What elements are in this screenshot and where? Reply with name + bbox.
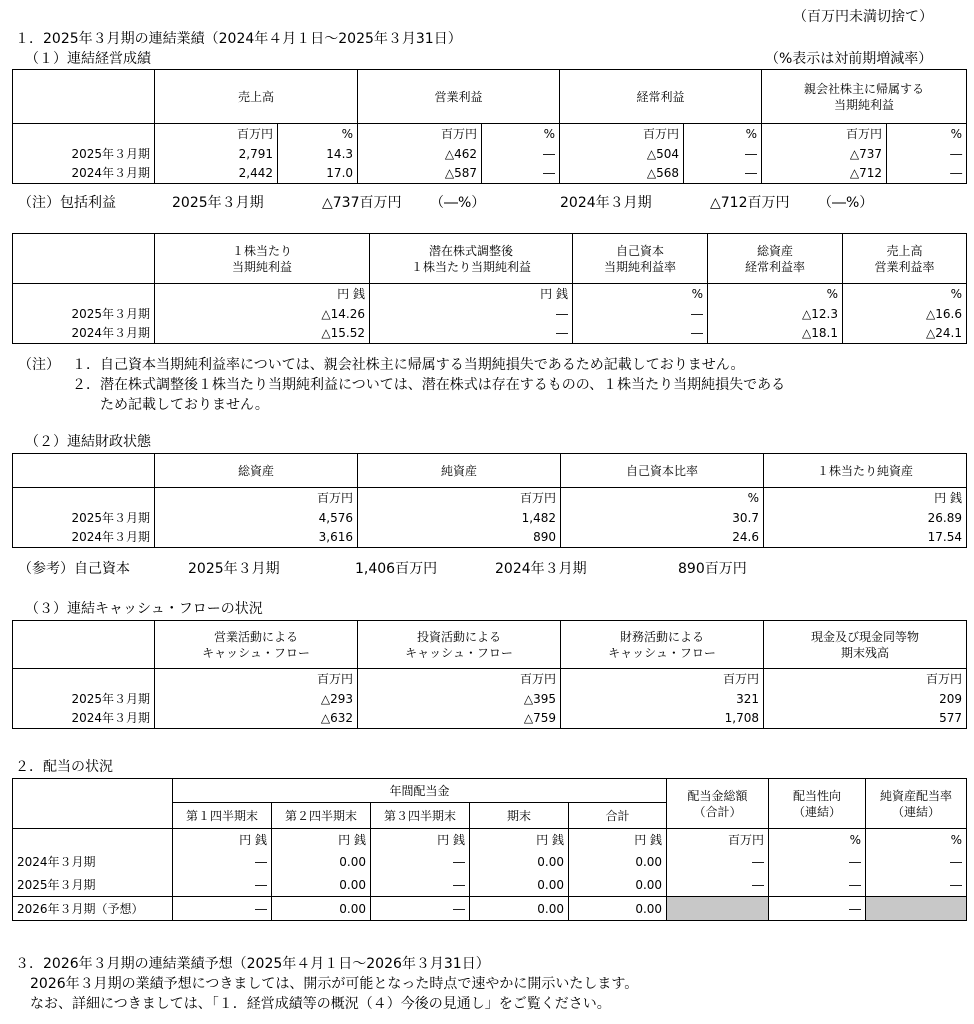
unit-cell: 円 銭 (173, 829, 272, 851)
value-cell: 14.3 (278, 144, 358, 164)
value-cell: 24.6 (561, 528, 764, 548)
row-label: 2024年３月期 (13, 851, 173, 874)
row-label: 2024年３月期 (13, 164, 155, 184)
header-operating-income: 営業利益 (358, 70, 560, 124)
header-q3: 第３四半期末 (371, 803, 470, 829)
table-row (13, 897, 967, 921)
row-label: 2025年３月期 (13, 304, 155, 324)
section-1-2-title: （２）連結財政状態 (25, 434, 151, 450)
unit-cell: % (708, 284, 843, 304)
value-cell: △12.3 (708, 304, 843, 324)
comp-income-2025-label: 2025年３月期 (172, 195, 264, 211)
value-cell: 209 (764, 689, 967, 709)
header-line: 潜在株式調整後 (428, 243, 513, 258)
header-line: 現金及び現金同等物 (810, 629, 919, 644)
header-q1: 第１四半期末 (173, 803, 272, 829)
header-operating-cf (155, 621, 358, 669)
forecast-line-1: 2026年３月期の業績予想につきましては、開示が可能となった時点で速やかに開示いたします。 (30, 976, 639, 992)
header-line: 営業活動による (213, 629, 298, 644)
comp-income-2024-value: △712百万円 (710, 195, 790, 211)
row-label: 2025年３月期 (13, 508, 155, 528)
notes-prefix: （注） (18, 357, 60, 373)
header-payout-ratio (769, 779, 866, 829)
rate-note: （%表示は対前期増減率） (765, 51, 933, 67)
value-cell: △504 (560, 144, 684, 164)
table-row (13, 709, 967, 729)
row-label: 2025年３月期 (13, 689, 155, 709)
section-3-title: ３．2026年３月期の連結業績予想（2025年４月１日～2026年３月31日） (15, 956, 490, 972)
header-financing-cf (561, 621, 764, 669)
value-cell: ― (482, 144, 560, 164)
comp-income-2024-pct: （―%） (818, 195, 874, 211)
value-cell: 2,791 (155, 144, 278, 164)
header-line: 自己資本 (615, 243, 664, 258)
shaded-cell (667, 897, 769, 921)
header-total: 合計 (569, 803, 667, 829)
section-1-1-title: （１）連結経営成績 (25, 51, 151, 67)
value-cell: 0.00 (470, 897, 569, 921)
value-cell: ― (370, 324, 573, 344)
header-line: 財務活動による (619, 629, 704, 644)
equity-ref-2024-label: 2024年３月期 (495, 561, 587, 577)
value-cell: △712 (762, 164, 887, 184)
header-investing-cf (358, 621, 561, 669)
value-cell: 1,482 (358, 508, 561, 528)
header-line: １株当たり (231, 243, 292, 258)
row-label: 2025年３月期 (13, 144, 155, 164)
value-cell: △632 (155, 709, 358, 729)
section-1-title: １．2025年３月期の連結業績（2024年４月１日～2025年３月31日） (15, 31, 462, 47)
value-cell: 4,576 (155, 508, 358, 528)
unit-cell: 円 銭 (155, 284, 370, 304)
table-row (13, 144, 967, 164)
value-cell: △24.1 (843, 324, 967, 344)
unit-cell: % (278, 124, 358, 144)
unit-cell: 円 銭 (272, 829, 371, 851)
header-line: 当期純利益率 (603, 259, 676, 274)
value-cell: 0.00 (569, 851, 667, 874)
header-annual-dividend: 年間配当金 (173, 779, 667, 803)
row-label: 2024年３月期 (13, 324, 155, 344)
row-label: 2024年３月期 (13, 709, 155, 729)
unit-cell: 百万円 (155, 488, 358, 508)
value-cell: ― (769, 851, 866, 874)
value-cell: △293 (155, 689, 358, 709)
value-cell: ― (769, 874, 866, 897)
financial-position-table (12, 453, 967, 548)
value-cell: ― (173, 897, 272, 921)
value-cell: 0.00 (470, 874, 569, 897)
value-cell: ― (371, 851, 470, 874)
section-1-3-title: （３）連結キャッシュ・フローの状況 (25, 601, 263, 617)
unit-cell: 百万円 (561, 669, 764, 689)
table-row (13, 689, 967, 709)
value-cell: 17.0 (278, 164, 358, 184)
equity-ref-label: （参考）自己資本 (18, 561, 130, 577)
value-cell: 0.00 (272, 851, 371, 874)
value-cell: ― (887, 144, 967, 164)
value-cell: 26.89 (764, 508, 967, 528)
header-ordinary-income: 経常利益 (560, 70, 762, 124)
unit-cell: % (482, 124, 560, 144)
table-row (13, 874, 967, 897)
value-cell: 17.54 (764, 528, 967, 548)
header-line: キャッシュ・フロー (608, 645, 716, 660)
value-cell: ― (684, 144, 762, 164)
table-row (13, 304, 967, 324)
value-cell: 890 (358, 528, 561, 548)
header-line: 経常利益率 (744, 259, 805, 274)
value-cell: ― (173, 851, 272, 874)
header-sales: 売上高 (155, 70, 358, 124)
value-cell: ― (667, 874, 769, 897)
header-roa (708, 234, 843, 284)
comp-income-2025-value: △737百万円 (322, 195, 402, 211)
header-line: 純資産配当率 (880, 788, 953, 803)
unit-cell: 百万円 (764, 669, 967, 689)
value-cell: △18.1 (708, 324, 843, 344)
header-net-income (762, 70, 967, 124)
unit-cell: % (769, 829, 866, 851)
value-cell: 321 (561, 689, 764, 709)
unit-cell: 円 銭 (371, 829, 470, 851)
header-net-income-line1: 親会社株主に帰属する (804, 81, 925, 96)
unit-cell: 円 銭 (470, 829, 569, 851)
unit-cell: % (887, 124, 967, 144)
header-total-dividend (667, 779, 769, 829)
header-line: 投資活動による (416, 629, 501, 644)
header-corner (13, 70, 155, 124)
header-net-assets: 純資産 (358, 454, 561, 488)
equity-ref-2025-value: 1,406百万円 (355, 561, 438, 577)
header-eps (155, 234, 370, 284)
unit-cell: 百万円 (762, 124, 887, 144)
table-row (13, 324, 967, 344)
value-cell: ― (573, 324, 708, 344)
value-cell: ― (866, 874, 967, 897)
shaded-cell (866, 897, 967, 921)
cash-flow-table (12, 620, 967, 729)
value-cell: △737 (762, 144, 887, 164)
header-line: 当期純利益 (231, 259, 292, 274)
forecast-line-2: なお、詳細につきましては、「１．経営成績等の概況（４）今後の見通し」をご覧ください。 (30, 996, 611, 1012)
header-roe (573, 234, 708, 284)
header-diluted-eps (370, 234, 573, 284)
header-year-end: 期末 (470, 803, 569, 829)
header-line: 売上高 (886, 243, 923, 258)
comp-income-2025-pct: （―%） (430, 195, 486, 211)
value-cell: 0.00 (470, 851, 569, 874)
value-cell: △759 (358, 709, 561, 729)
row-label: 2025年３月期 (13, 874, 173, 897)
unit-cell: % (561, 488, 764, 508)
table-row (13, 164, 967, 184)
header-line: 配当性向 (793, 788, 842, 803)
note-1: １．自己資本当期純利益率については、親会社株主に帰属する当期純損失であるため記載しておりません。 (72, 357, 745, 373)
value-cell: △15.52 (155, 324, 370, 344)
value-cell: 0.00 (272, 897, 371, 921)
value-cell: △395 (358, 689, 561, 709)
unit-cell: 円 銭 (569, 829, 667, 851)
value-cell: △568 (560, 164, 684, 184)
unit-cell: 百万円 (358, 488, 561, 508)
table-row (13, 851, 967, 874)
header-line: 総資産 (756, 243, 793, 258)
value-cell: ― (482, 164, 560, 184)
unit-cell: % (684, 124, 762, 144)
unit-cell: 円 銭 (764, 488, 967, 508)
value-cell: ― (866, 851, 967, 874)
unit-cell: 百万円 (560, 124, 684, 144)
unit-cell: % (843, 284, 967, 304)
value-cell: ― (371, 897, 470, 921)
header-operating-margin (843, 234, 967, 284)
value-cell: △14.26 (155, 304, 370, 324)
value-cell: ― (667, 851, 769, 874)
header-bps: １株当たり純資産 (764, 454, 967, 488)
value-cell: ― (887, 164, 967, 184)
unit-cell: % (866, 829, 967, 851)
comp-income-2024-label: 2024年３月期 (560, 195, 652, 211)
value-cell: 30.7 (561, 508, 764, 528)
header-equity-ratio: 自己資本比率 (561, 454, 764, 488)
operating-results-table (12, 69, 967, 184)
header-doe (866, 779, 967, 829)
value-cell: ― (173, 874, 272, 897)
table-row (13, 508, 967, 528)
equity-ref-2024-value: 890百万円 (678, 561, 747, 577)
unit-cell: 百万円 (358, 124, 482, 144)
value-cell: ― (371, 874, 470, 897)
header-net-income-line2: 当期純利益 (834, 97, 895, 112)
header-line: 配当金総額 (687, 788, 748, 803)
unit-cell: % (573, 284, 708, 304)
unit-cell: 百万円 (667, 829, 769, 851)
header-line: キャッシュ・フロー (405, 645, 513, 660)
header-q2: 第２四半期末 (272, 803, 371, 829)
note-2-cont: ため記載しておりません。 (100, 397, 269, 413)
value-cell: 577 (764, 709, 967, 729)
value-cell: ― (684, 164, 762, 184)
value-cell: △16.6 (843, 304, 967, 324)
table-row (13, 528, 967, 548)
value-cell: △587 (358, 164, 482, 184)
section-2-title: ２．配当の状況 (15, 759, 113, 775)
unit-cell: 百万円 (155, 124, 278, 144)
row-label: 2026年３月期（予想） (13, 897, 173, 921)
dividend-table (12, 778, 967, 921)
header-line: １株当たり当期純利益 (410, 259, 531, 274)
header-line: 期末残高 (840, 645, 889, 660)
header-total-assets: 総資産 (155, 454, 358, 488)
header-line: 営業利益率 (874, 259, 935, 274)
value-cell: ― (573, 304, 708, 324)
header-line: （合計） (693, 804, 742, 819)
equity-ref-2025-label: 2025年３月期 (188, 561, 280, 577)
unit-cell: 百万円 (155, 669, 358, 689)
row-label: 2024年３月期 (13, 528, 155, 548)
value-cell: ― (370, 304, 573, 324)
header-line: （連結） (892, 804, 941, 819)
header-line: キャッシュ・フロー (202, 645, 310, 660)
comp-income-label: （注）包括利益 (18, 195, 116, 211)
value-cell: 1,708 (561, 709, 764, 729)
value-cell: 3,616 (155, 528, 358, 548)
value-cell: ― (769, 897, 866, 921)
per-share-table (12, 233, 967, 344)
unit-cell: 百万円 (358, 669, 561, 689)
value-cell: 0.00 (272, 874, 371, 897)
unit-cell: 円 銭 (370, 284, 573, 304)
unit-note: （百万円未満切捨て） (793, 9, 933, 25)
note-2: ２．潜在株式調整後１株当たり当期純利益については、潜在株式は存在するものの、１株当たり当期純損失である (72, 377, 786, 393)
header-line: （連結） (793, 804, 842, 819)
value-cell: 0.00 (569, 874, 667, 897)
value-cell: 2,442 (155, 164, 278, 184)
value-cell: △462 (358, 144, 482, 164)
value-cell: 0.00 (569, 897, 667, 921)
header-cash-balance (764, 621, 967, 669)
